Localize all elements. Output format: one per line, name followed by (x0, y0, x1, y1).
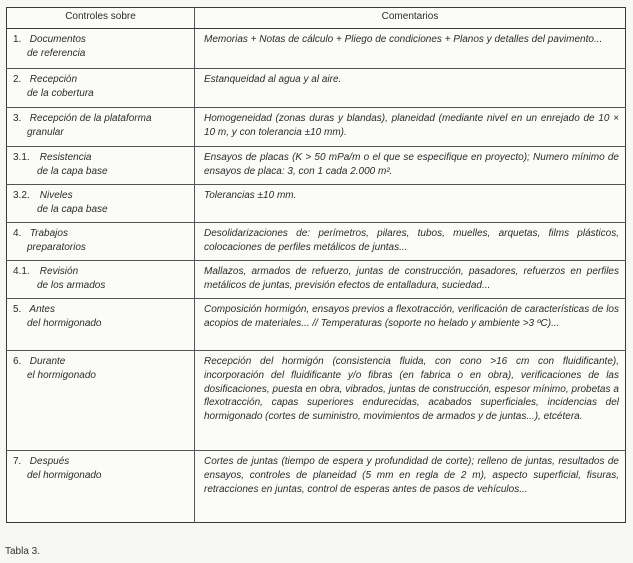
comment-cell: Homogeneidad (zonas duras y blandas), planeidad (mediante nivel en un enrejado de 10 × 10 m, y con tolerancia ±10 mm). (195, 108, 626, 147)
header-controls: Controles sobre (7, 8, 195, 29)
control-number: 6. (13, 356, 22, 367)
control-line2: del hormigonado (27, 469, 102, 481)
control-line2: granular (27, 126, 64, 138)
table-row (7, 108, 626, 147)
table-caption: Tabla 3. (5, 546, 41, 557)
control-line1: Documentos (29, 34, 86, 45)
control-line2: de la capa base (37, 165, 108, 177)
control-number: 5. (13, 304, 22, 315)
control-number: 4. (13, 228, 22, 239)
table-row (7, 351, 626, 451)
table-row (7, 451, 626, 523)
table-row (7, 147, 626, 185)
control-number: 4.1. (13, 266, 30, 277)
comment-cell: Mallazos, armados de refuerzo, juntas de construcción, pasadores, refuerzos en perfiles metálicos de juntas, previsión efectos de entalladura, suciedad... (195, 261, 626, 299)
comment-cell: Estanqueidad al agua y al aire. (195, 69, 626, 108)
comment-cell: Tolerancias ±10 mm. (195, 185, 626, 223)
control-cell (7, 108, 195, 147)
control-cell (7, 69, 195, 108)
control-line2: el hormigonado (27, 369, 96, 381)
table-row (7, 29, 626, 69)
comment-cell: Recepción del hormigón (consistencia fluida, con cono >16 cm con fluidificante), incorporación del fluidificante y/o fibras (en fabrica o en obra), verificaciones de las dosificaciones, puesta en obra, vibrados, juntas de construcción, espesor mínimo, probetas a flexotracción, capas superiores endurecidas, acabados superficiales, incidencias del hormigonado (cortes de suministro, movimientos de armados y de juntas...), etcétera. (195, 351, 626, 451)
controls-table-container (6, 7, 626, 523)
control-line2: del hormigonado (27, 317, 102, 329)
control-line1: Durante (29, 356, 66, 367)
control-cell (7, 299, 195, 351)
control-cell (7, 29, 195, 69)
control-number: 3.2. (13, 190, 30, 201)
controls-table (6, 7, 626, 523)
control-number: 3.1. (13, 152, 30, 163)
control-line1: Antes (29, 304, 55, 315)
comment-cell: Memorias + Notas de cálculo + Pliego de condiciones + Planos y detalles del pavimento... (195, 29, 626, 69)
table-row (7, 261, 626, 299)
control-number: 1. (13, 34, 22, 45)
control-line1: Niveles (39, 190, 73, 201)
control-number: 3. (13, 113, 22, 124)
control-line1: Recepción (29, 74, 78, 85)
control-number: 7. (13, 456, 22, 467)
control-line2: preparatorios (27, 241, 86, 253)
control-line1: Trabajos (29, 228, 68, 239)
comment-cell: Composición hormigón, ensayos previos a flexotracción, verificación de características de los acopios de materiales... // Temperaturas (soporte no helado y ambiente >3 ºC)... (195, 299, 626, 351)
table-row (7, 69, 626, 108)
comment-cell: Desolidarizaciones de: perímetros, pilares, tubos, muelles, arquetas, films plásticos, colocaciones de perfiles metálicos de juntas... (195, 223, 626, 261)
control-cell (7, 147, 195, 185)
control-cell (7, 185, 195, 223)
control-line1: Recepción de la plataforma (29, 113, 152, 124)
control-line2: de la cobertura (27, 87, 94, 99)
control-cell (7, 351, 195, 451)
control-line1: Revisión (39, 266, 79, 277)
control-cell (7, 261, 195, 299)
control-line2: de la capa base (37, 203, 108, 215)
control-line1: Resistencia (39, 152, 92, 163)
comment-cell: Ensayos de placas (K > 50 mPa/m o el que se especifique en proyecto); Numero mínimo de ensayos de placa: 3, con 1 cada 2.000 m². (195, 147, 626, 185)
control-cell (7, 223, 195, 261)
control-number: 2. (13, 74, 22, 85)
table-header-row (7, 8, 626, 29)
table-row (7, 223, 626, 261)
control-cell (7, 451, 195, 523)
comment-cell: Cortes de juntas (tiempo de espera y profundidad de corte); relleno de juntas, resultados de ensayos, controles de planeidad (5 mm en regla de 2 m), aspecto superficial, fisuras, retracciones en juntas, control de esperas antes de pasos de vehículos... (204, 456, 619, 495)
table-row (7, 299, 626, 351)
control-line2: de los armados (37, 279, 106, 291)
header-comments: Comentarios (195, 8, 626, 29)
control-line2: de referencia (27, 47, 86, 59)
control-line1: Después (29, 456, 70, 467)
table-row (7, 185, 626, 223)
